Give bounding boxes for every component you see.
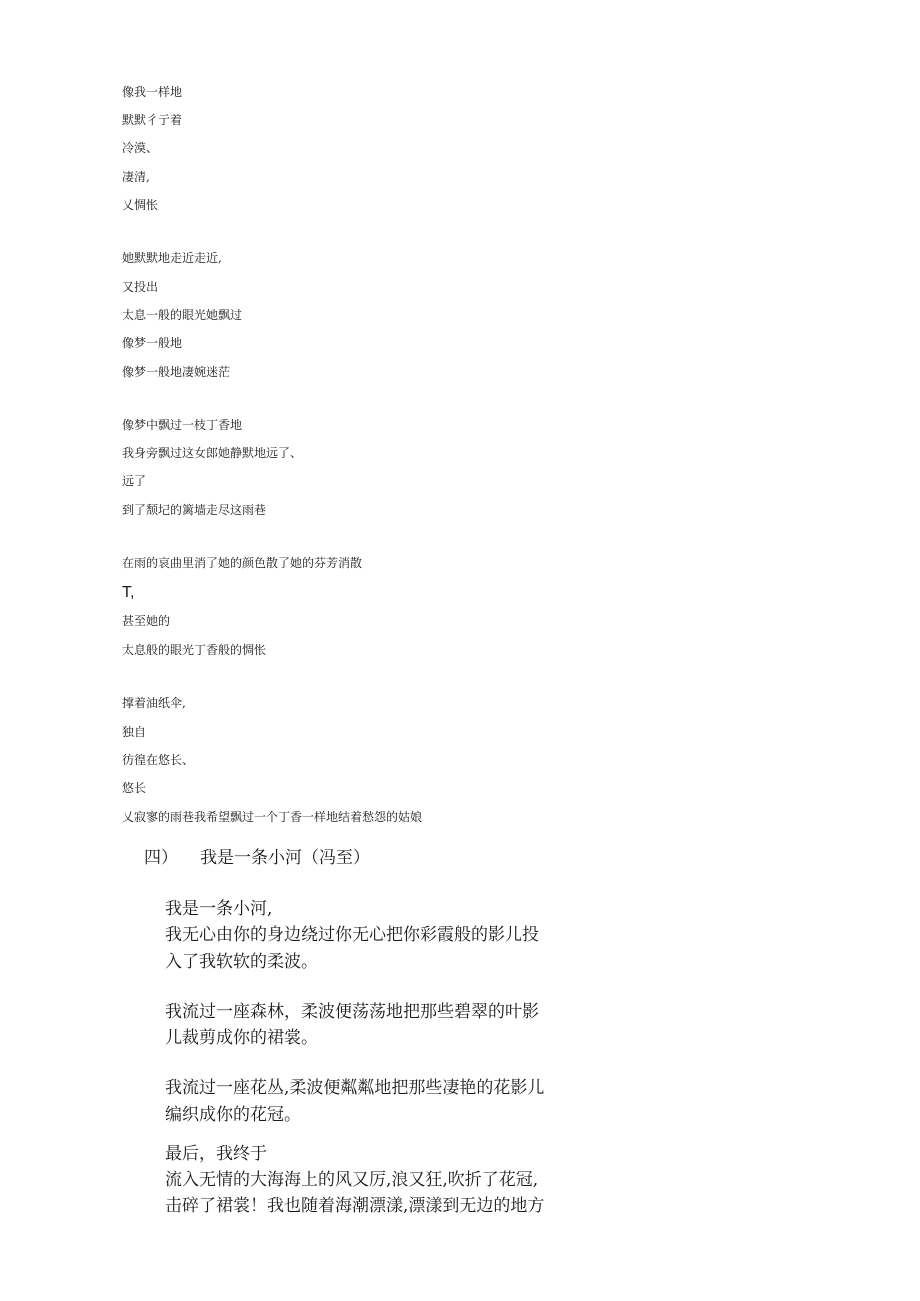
poem-line: 我身旁飘过这女郎她静默地远了、 [122,446,303,460]
poem-line: 太息般的眼光丁香般的惆怅 [122,643,267,657]
poem-line-glyph: T, [122,584,135,601]
poem-line: 撑着油纸伞, [122,696,186,710]
poem-line: 远了 [122,474,147,488]
poem-line: 编织成你的花冠。 [165,1105,301,1125]
poem-line: 独自 [122,725,147,739]
section-title: 我是一条小河（冯至） [200,848,370,868]
section-heading [144,847,370,869]
poem-line: 我是一条小河, [165,899,273,919]
poem-line: 像梦一般地凄婉迷茫 [122,365,231,379]
poem-line: 我无心由你的身边绕过你无心把你彩霞般的影儿投 [165,925,539,945]
poem-line: 在雨的哀曲里消了她的颜色散了她的芬芳消散 [122,556,363,570]
poem-line: 她默默地走近走近, [122,251,222,265]
poem-line: 我流过一座森林，柔波便荡荡地把那些碧翠的叶影 [165,1002,539,1022]
section-number: 四） [144,848,178,868]
poem-line: 甚至她的 [122,614,171,628]
poem-line: 击碎了裙裳！我也随着海潮漂漾,漂漾到无边的地方 [165,1196,545,1216]
poem-line: 默默彳亍着 [122,113,183,127]
poem-line: 悠长 [122,781,147,795]
poem-line: 儿裁剪成你的裙裳。 [165,1028,318,1048]
poem-line: 冷漠、 [122,141,159,155]
poem-line: 入了我软软的柔波。 [165,952,318,972]
poem-line: 流入无情的大海海上的风又厉,浪又狂,吹折了花冠, [165,1170,539,1190]
poem-line: 乂惆怅 [122,198,159,212]
poem-line: 到了颓圮的篱墙走尽这雨巷 [122,503,267,517]
poem-line: 像梦中飘过一枝丁香地 [122,418,243,432]
poem-line: 我流过一座花丛,柔波便粼粼地把那些凄艳的花影儿 [165,1078,545,1098]
poem-line: 像梦一般地 [122,336,183,350]
poem-line: 乂寂寥的雨巷我希望飘过一个丁香一样地结着愁怨的姑娘 [122,810,423,824]
poem-line: 彷徨在悠长、 [122,753,195,767]
poem-line: 太息一般的眼光她飘过 [122,308,243,322]
poem-line: 又投出 [122,280,159,294]
poem-line: 凄清, [122,170,150,184]
poem-line: 像我一样地 [122,85,183,99]
poem-line: 最后，我终于 [165,1144,267,1164]
